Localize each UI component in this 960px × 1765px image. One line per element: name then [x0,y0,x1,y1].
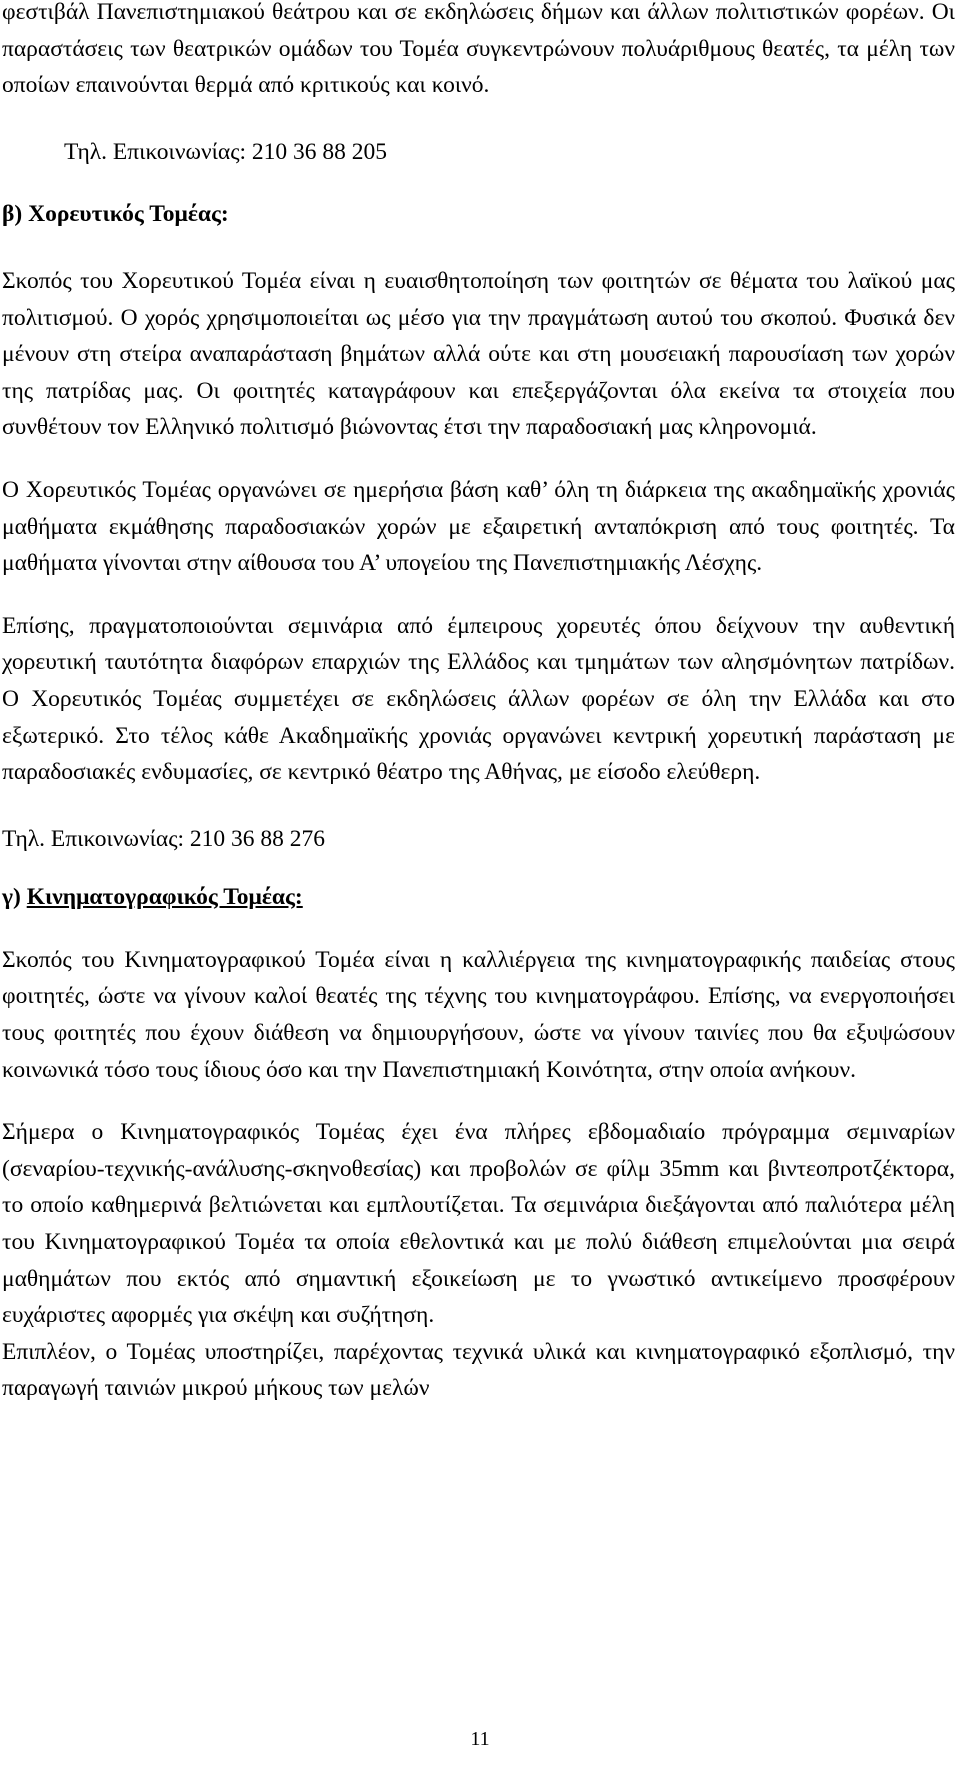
dance-paragraph-2: Ο Χορευτικός Τομέας οργανώνει σε ημερήσια βάση καθ’ όλη τη διάρκεια της ακαδημαϊκής χρονιάς μαθήματα εκμάθησης παραδοσιακών χορών με εξαιρετική ανταπόκριση από τους φοιτητές. Τα μαθήματα γίνονται στην αίθουσα του Α’ υπογείου της Πανεπιστημιακής Λέσχης. [2,476,955,577]
cinema-heading-prefix: γ) [2,884,27,911]
dance-section-heading [2,196,955,233]
dance-paragraph-1: Σκοπός του Χορευτικού Τομέα είναι η ευαισθητοποίηση των φοιτητών σε θέματα του λαϊκού μας πολιτισμού. Ο χορός χρησιμοποιείται ως μέσο για την πραγμάτωση αυτού του σκοπού. Φυσικά δεν μένουν στη στείρα αναπαράσταση βημάτων αλλά ούτε και στη μουσειακή παρουσίαση των χορών της πατρίδας μας. Οι φοιτητές καταγράφουν και επεξεργάζονται όλα εκείνα τα στοιχεία που συνθέτουν τον Ελληνικό πολιτισμό βιώνοντας έτσι την παραδοσιακή μας κληρονομιά. [2,267,955,441]
dance-contact-phone: Τηλ. Επικοινωνίας: 210 36 88 276 [2,825,326,852]
cinema-paragraph-1: Σκοπός του Κινηματογραφικού Τομέα είναι η καλλιέργεια της κινηματογραφικής παιδείας στους φοιτητές, ώστε να γίνουν καλοί θεατές της τέχνης του κινηματογράφου. Επίσης, να ενεργοποιήσει τους φοιτητές που έχουν διάθεση να δημιουργήσουν, ώστε να γίνουν ταινίες που θα εξυψώσουν κοινωνικά τόσο τους ίδιους όσο και την Πανεπιστημιακή Κοινότητα, στην οποία ανήκουν. [2,946,955,1083]
cinema-paragraph-2: Σήμερα ο Κινηματογραφικός Τομέας έχει ένα πλήρες εβδομαδιαίο πρόγραμμα σεμιναρίων (σεναρίου-τεχνικής-ανάλυσης-σκηνοθεσίας) και προβολών σε φίλμ 35mm και βιντεοπροτζέκτορα, το οποίο καθημερινά βελτιώνεται και εμπλουτίζεται. Τα σεμινάρια διεξάγονται από παλιότερα μέλη του Κινηματογραφικού Τομέα τα οποία εθελοντικά και με πολύ διάθεση επιμελούνται μια σειρά μαθημάτων που εκτός από σημαντική εξοικείωση με το γνωστικό αντικείμενο προσφέρουν ευχάριστες αφορμές για σκέψη και συζήτηση. [2,1119,955,1329]
cinema-heading-title: Κινηματογραφικός Τομέας: [26,884,303,911]
theatre-contact-phone: Τηλ. Επικοινωνίας: 210 36 88 205 [64,138,388,165]
dance-paragraph-3: Επίσης, πραγματοποιούνται σεμινάρια από έμπειρους χορευτές όπου δείχνουν την αυθεντική χορευτική ταυτότητα διαφόρων επαρχιών της Ελλάδος και τμημάτων των αλησμόνητων πατρίδων. Ο Χορευτικός Τομέας συμμετέχει σε εκδηλώσεις άλλων φορέων σε όλη την Ελλάδα και στο εξωτερικό. Στο τέλος κάθε Ακαδημαϊκής χρονιάς οργανώνει κεντρική χορευτική παράσταση με παραδοσιακές ενδυμασίες, σε κεντρικό θέατρο της Αθήνας, με είσοδο ελεύθερη. [2,612,955,786]
page-number: 11 [470,1728,490,1750]
document-body [2,0,955,1407]
opening-paragraph: φεστιβάλ Πανεπιστημιακού θεάτρου και σε εκδηλώσεις δήμων και άλλων πολιτιστικών φορέων. Οι παραστάσεις των θεατρικών ομάδων του Τομέα συγκεντρώνουν πολυάριθμους θεατές, τα μέλη των οποίων επαινούνται θερμά από κριτικούς και κοινό. [2,0,955,99]
cinema-section-heading [2,879,955,916]
cinema-paragraph-3: Επιπλέον, ο Τομέας υποστηρίζει, παρέχοντας τεχνικά υλικά και κινηματογραφικό εξοπλισμό, την παραγωγή ταινιών μικρού μήκους των μελών [2,1338,955,1402]
dance-heading-prefix: β) [2,201,29,228]
dance-heading-title: Χορευτικός Τομέας: [28,201,229,228]
